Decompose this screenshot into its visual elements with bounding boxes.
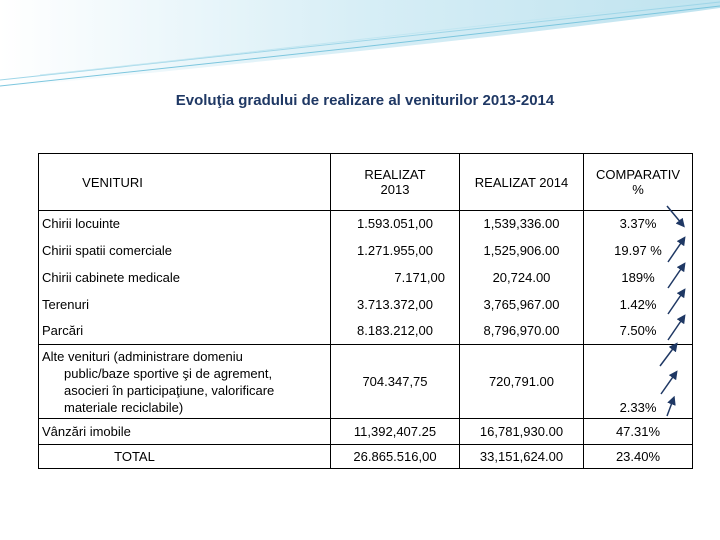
row-value-2013: 1.593.051,00 — [331, 211, 460, 237]
arrow-down-right-icon — [667, 206, 682, 224]
row-percent: 1.42% — [584, 291, 693, 318]
table-row — [39, 345, 693, 419]
row-percent: 47.31% — [584, 419, 693, 445]
row-label: Chirii locuinte — [39, 211, 331, 237]
row-percent: 189% — [584, 265, 693, 291]
row-percent: 2.33% — [584, 345, 693, 419]
header-venituri: VENITURI — [82, 174, 143, 190]
header-comparativ-line1: COMPARATIV — [595, 167, 681, 182]
header-comparativ-line2: % — [632, 182, 644, 197]
table-row — [39, 291, 693, 318]
row-label-line: asocieri în participaţiune, valorificare — [64, 382, 275, 398]
row-label: Chirii cabinete medicale — [39, 265, 331, 291]
row-label-line: public/baze sportive şi de agrement, — [64, 365, 273, 381]
table-row-total — [39, 445, 693, 469]
row-value-2014: 20,724.00 — [460, 265, 584, 291]
arrow-up-right-icon — [668, 240, 683, 262]
total-percent: 23.40% — [584, 445, 693, 469]
row-value-2014: 8,796,970.00 — [460, 318, 584, 345]
total-label: TOTAL — [114, 449, 155, 464]
total-value-2013: 26.865.516,00 — [331, 445, 460, 469]
row-value-2013: 3.713.372,00 — [331, 291, 460, 318]
row-value-2014: 720,791.00 — [460, 345, 584, 419]
row-label: Terenuri — [39, 291, 331, 318]
row-value-2014: 3,765,967.00 — [460, 291, 584, 318]
page-title: Evoluţia gradului de realizare al veniturilor 2013-2014 — [175, 92, 555, 109]
row-label: Vânzări imobile — [39, 419, 331, 445]
row-label: Chirii spatii comerciale — [39, 237, 331, 265]
arrow-up-right-icon — [667, 400, 673, 416]
header-realizat-2013-line1: REALIZAT — [364, 167, 426, 182]
row-percent: 3.37% — [584, 211, 693, 237]
table-header-row — [39, 154, 693, 211]
row-value-2014: 1,525,906.00 — [460, 237, 584, 265]
row-label-line: Alte venituri (administrare domeniu — [42, 348, 243, 364]
decorative-header-band — [0, 0, 720, 90]
row-label-line: materiale reciclabile) — [64, 399, 184, 415]
row-value-2013: 704.347,75 — [331, 345, 460, 419]
arrow-up-right-icon — [668, 318, 683, 340]
arrow-up-right-icon — [668, 292, 683, 314]
trend-arrows — [655, 200, 695, 420]
row-percent: 19.97 % — [584, 237, 693, 265]
table-row — [39, 419, 693, 445]
arrow-up-right-icon — [660, 346, 675, 366]
total-value-2014: 33,151,624.00 — [460, 445, 584, 469]
header-realizat-2013-line2: 2013 — [380, 182, 410, 197]
row-value-2013: 8.183.212,00 — [331, 318, 460, 345]
arrow-up-right-icon — [668, 266, 683, 288]
row-value-2014: 1,539,336.00 — [460, 211, 584, 237]
arrow-up-right-icon — [661, 374, 675, 394]
table-row — [39, 211, 693, 237]
row-value-2013: 1.271.955,00 — [331, 237, 460, 265]
row-percent: 7.50% — [584, 318, 693, 345]
row-value-2013: 7.171,00 — [331, 265, 460, 291]
header-realizat-2014: REALIZAT 2014 — [474, 174, 569, 190]
row-label: Parcări — [39, 318, 331, 345]
table-row — [39, 318, 693, 345]
row-value-2013: 11,392,407.25 — [331, 419, 460, 445]
table-row — [39, 265, 693, 291]
row-value-2014: 16,781,930.00 — [460, 419, 584, 445]
table-row — [39, 237, 693, 265]
revenue-table — [38, 153, 693, 469]
